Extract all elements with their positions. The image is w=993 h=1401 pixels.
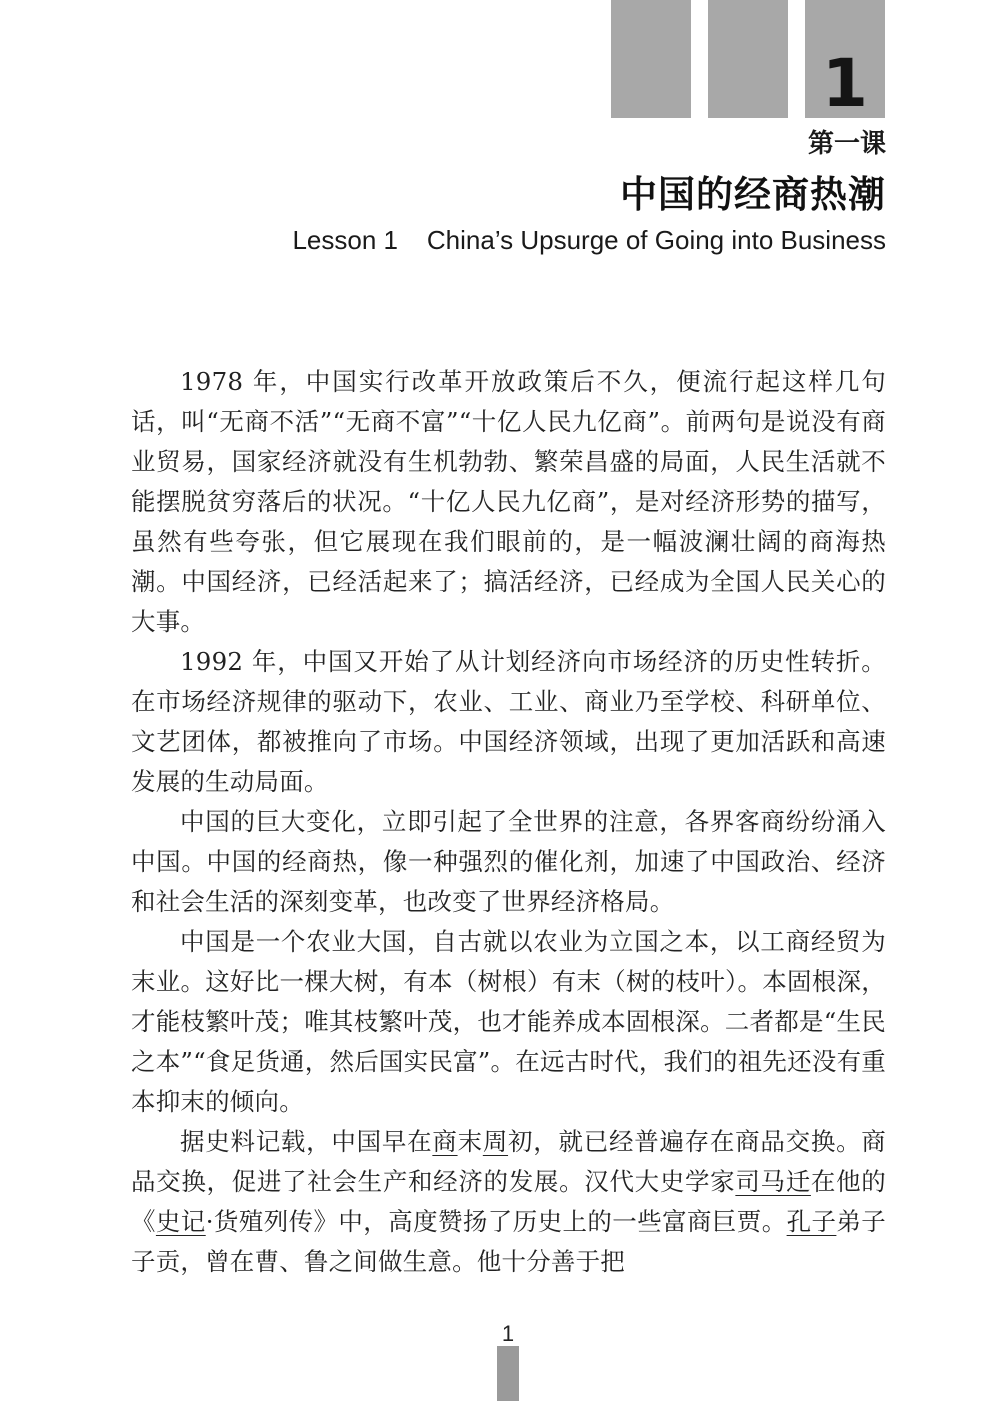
proper-noun-zhou: 周 — [482, 1127, 509, 1156]
p5-text-1: 据史料记载，中国早在 — [180, 1127, 433, 1156]
header-block-2 — [708, 0, 788, 118]
paragraph-5 — [131, 1122, 886, 1282]
paragraph-3: 中国的巨大变化，立即引起了全世界的注意，各界客商纷纷涌入中国。中国的经商热，像一种强烈的催化剂，加速了中国政治、经济和社会生活的深刻变革，也改变了世界经济格局。 — [131, 807, 886, 916]
lesson-number: 1 — [822, 45, 868, 122]
proper-noun-sima-qian: 司马迁 — [735, 1167, 811, 1196]
page-number: 1 — [501, 1321, 515, 1346]
paragraph-2: 1992 年，中国又开始了从计划经济向市场经济的历史性转折。在市场经济规律的驱动下，农业、工业、商业乃至学校、科研单位、文艺团体，都被推向了市场。中国经济领域，出现了更加活跃和高速发展的生动局面。 — [131, 647, 886, 796]
p5-text-4: 在他的《 — [131, 1167, 886, 1236]
p5-text-5: ·货殖列传》中，高度赞扬了历史上的一些富商巨贾。 — [205, 1207, 787, 1236]
page-tab-marker — [497, 1346, 519, 1401]
p5-text-2: 末 — [457, 1127, 483, 1156]
proper-noun-shiji: 史记 — [155, 1207, 206, 1236]
proper-noun-confucius: 孔子 — [786, 1207, 837, 1236]
article-body — [131, 362, 886, 1282]
p5-text-6: 弟子子贡，曾在曹、鲁之间做生意。他十分善于把 — [131, 1207, 887, 1276]
paragraph-1: 1978 年，中国实行改革开放政策后不久，便流行起这样几句话，叫“无商不活”“无商不富”“十亿人民九亿商”。前两句是说没有商业贸易，国家经济就没有生机勃勃、繁荣昌盛的局面，人民生活就不能摆脱贫穷落后的状况。“十亿人民九亿商”，是对经济形势的描写，虽然有些夸张，但它展现在我们眼前的，是一幅波澜壮阔的商海热潮。中国经济，已经活起来了；搞活经济，已经成为全国人民关心的大事。 — [131, 367, 886, 636]
lesson-title-en: Lesson 1 China’s Upsurge of Going into Business — [292, 225, 886, 255]
header-block-1 — [611, 0, 691, 118]
proper-noun-shang: 商 — [432, 1127, 458, 1156]
lesson-title-zh: 中国的经商热潮 — [620, 173, 886, 216]
p5-text-3: 初，就已经普遍存在商品交换。商品交换，促进了社会生产和经济的发展。汉代大史学家 — [131, 1127, 887, 1196]
lesson-label: 第一课 — [807, 129, 886, 159]
paragraph-4: 中国是一个农业大国，自古就以农业为立国之本，以工商经贸为末业。这好比一棵大树，有本（树根）有末（树的枝叶）。本固根深，才能枝繁叶茂；唯其枝繁叶茂，也才能养成本固根深。二者都是“生民之本”“食足货通，然后国实民富”。在远古时代，我们的祖先还没有重本抑末的倾向。 — [131, 927, 886, 1116]
